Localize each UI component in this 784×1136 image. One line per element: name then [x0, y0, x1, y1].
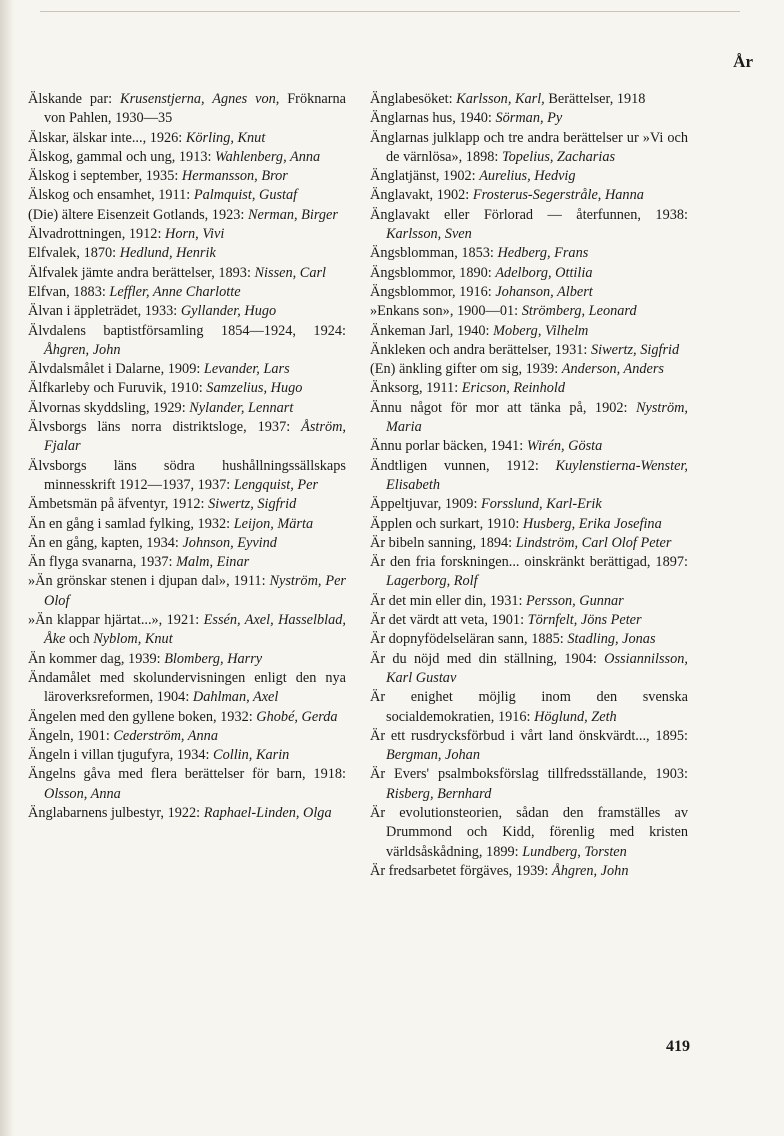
index-entry: [370, 862, 688, 881]
index-entry: [28, 360, 346, 379]
index-entry: [28, 727, 346, 746]
entry-title: Älvsborgs läns norra distriktsloge, 1937:: [28, 419, 302, 436]
entry-title: Älvan i äppleträdet, 1933:: [28, 303, 181, 320]
index-entry: [28, 515, 346, 534]
entry-author: Anderson, Anders: [561, 361, 664, 378]
entry-author: Åhgren, John: [44, 341, 121, 358]
entry-title: Änglabesöket:: [370, 91, 457, 107]
entry-author: Adelborg, Ottilia: [495, 264, 593, 281]
entry-title: Elfvan, 1883:: [28, 283, 110, 300]
entry-author: Lagerborg, Rolf: [386, 573, 478, 590]
entry-author: Cederström, Anna: [113, 727, 218, 744]
index-entry: [370, 283, 688, 302]
entry-author: Johnson, Eyvind: [182, 534, 277, 551]
entry-author: Åhgren, John: [551, 862, 629, 879]
index-entry: [370, 515, 688, 534]
entry-author: Nylander, Lennart: [189, 399, 294, 416]
entry-author: Sörman, Py: [495, 110, 563, 127]
index-entry: [370, 553, 688, 592]
entry-author: Malm, Einar: [176, 554, 250, 571]
entry-author: Horn, Vivi: [165, 226, 225, 243]
entry-author: Olsson, Anna: [44, 785, 121, 802]
index-entry: [370, 765, 688, 804]
entry-title: Älvornas skyddsling, 1929:: [28, 399, 190, 416]
index-entry: [28, 534, 346, 553]
index-entry: [370, 341, 688, 360]
entry-title: Änglatjänst, 1902:: [370, 168, 480, 185]
entry-title: Ändtligen vunnen, 1912:: [370, 457, 556, 474]
index-entry: [28, 765, 346, 804]
entry-title: Äpplen och surkart, 1910:: [370, 515, 523, 532]
entry-title: Änkleken och andra berättelser, 1931:: [370, 341, 591, 358]
entry-title: Är bibeln sanning, 1894:: [370, 534, 516, 551]
entry-author: Leffler, Anne Charlotte: [109, 283, 241, 300]
entry-author: Topelius, Zacharias: [501, 148, 616, 165]
entry-author: Nyblom, Knut: [93, 631, 173, 648]
entry-author: Frosterus-Segerstråle, Hanna: [472, 187, 644, 204]
index-entry: [28, 129, 346, 148]
entry-title: Än kommer dag, 1939:: [28, 650, 165, 667]
entry-author: Moberg, Vilhelm: [493, 322, 589, 339]
entry-author: Lengquist, Per: [233, 476, 319, 493]
index-entry: [370, 457, 688, 496]
entry-title: Älvadrottningen, 1912:: [28, 226, 165, 243]
entry-title: Än en gång, kapten, 1934:: [28, 534, 183, 551]
entry-title: Älvsborgs läns södra hushållningssällskaps minnesskrift 1912—1937, 1937:: [28, 457, 346, 493]
index-entry: [370, 592, 688, 611]
entry-author: Nyström, Per Olof: [44, 573, 346, 609]
index-entry: [370, 244, 688, 263]
index-entry: [370, 804, 688, 862]
entry-title: Älfkarleby och Furuvik, 1910:: [28, 380, 207, 397]
right-column: [370, 90, 688, 881]
entry-title: Älvdalsmålet i Dalarne, 1909:: [28, 361, 204, 378]
index-entry: [28, 148, 346, 167]
index-entry: [370, 534, 688, 553]
entry-title: Äppeltjuvar, 1909:: [370, 496, 482, 513]
entry-author: Essén, Axel, Hasselblad, Åke: [44, 612, 346, 648]
entry-title: Ängsblomman, 1853:: [370, 245, 498, 262]
entry-title: Älskar, älskar inte..., 1926:: [28, 129, 186, 146]
entry-author: Siwertz, Sigfrid: [590, 341, 680, 358]
entry-title: Är du nöjd med din ställning, 1904:: [370, 650, 605, 667]
entry-title: Ännu något för mor att tänka på, 1902:: [370, 399, 636, 416]
entry-title: Berättelser, 1918: [544, 91, 646, 107]
index-entry: [370, 611, 688, 630]
entry-title: Ängsblommor, 1916:: [370, 283, 496, 300]
entry-title: Älskog, gammal och ung, 1913:: [28, 148, 216, 165]
entry-title: Änglarnas hus, 1940:: [370, 110, 496, 127]
entry-title: Är det värdt att veta, 1901:: [370, 612, 528, 629]
entry-author: Dahlman, Axel: [192, 689, 279, 706]
entry-title: Ängeln, 1901:: [28, 727, 114, 744]
entry-author: Hermansson, Bror: [181, 168, 288, 185]
index-entry: [370, 322, 688, 341]
entry-title: Ängsblommor, 1890:: [370, 264, 496, 281]
index-entry: [370, 302, 688, 321]
entry-title: Älskog i september, 1935:: [28, 168, 182, 185]
left-column: [28, 90, 346, 823]
entry-author: Törnfelt, Jöns Peter: [527, 612, 642, 629]
index-entry: [28, 225, 346, 244]
entry-title: Ämbetsmän på äfventyr, 1912:: [28, 496, 209, 513]
entry-title: Änkeman Jarl, 1940:: [370, 322, 494, 339]
index-entry: [28, 283, 346, 302]
index-entry: [370, 109, 688, 128]
entry-author: Gyllander, Hugo: [180, 303, 277, 320]
entry-author: Nissen, Carl: [254, 264, 326, 281]
index-entry: [28, 206, 346, 225]
page-number: 419: [666, 1038, 690, 1055]
index-entry: [28, 746, 346, 765]
entry-author: Forsslund, Karl-Erik: [481, 496, 602, 513]
entry-author: Leijon, Märta: [233, 515, 314, 532]
index-entry: [370, 167, 688, 186]
entry-title: »Enkans son», 1900—01:: [370, 303, 522, 320]
index-entry: [28, 186, 346, 205]
entry-author: Ghobé, Gerda: [256, 708, 338, 725]
entry-title: Är enighet möjlig inom den svenska socialdemokratien, 1916:: [370, 689, 688, 725]
entry-author: Karlsson, Karl,: [456, 91, 545, 107]
entry-author: Raphael-Linden, Olga: [203, 804, 332, 821]
entry-title: Är fredsarbetet förgäves, 1939:: [370, 862, 552, 879]
entry-title: Är dopnyfödelseläran sann, 1885:: [370, 631, 568, 648]
index-entry: [370, 495, 688, 514]
entry-title: Ängelen med den gyllene boken, 1932:: [28, 708, 257, 725]
entry-author: Johanson, Albert: [495, 283, 593, 300]
index-entry: [370, 264, 688, 283]
index-entry: [28, 399, 346, 418]
entry-author: Husberg, Erika Josefina: [522, 515, 662, 532]
entry-title: Änglavakt eller Förlorad — återfunnen, 1938:: [370, 206, 688, 223]
entry-author: Körling, Knut: [185, 129, 266, 146]
entry-author: Siwertz, Sigfrid: [208, 496, 297, 513]
entry-author: Aurelius, Hedvig: [479, 168, 576, 185]
index-entry: [28, 302, 346, 321]
index-entry: [28, 611, 346, 650]
index-entry: [370, 688, 688, 727]
entry-author: Nerman, Birger: [247, 206, 338, 223]
entry-title: Än flyga svanarna, 1937:: [28, 554, 177, 571]
index-entry: [28, 553, 346, 572]
scan-edge-shadow: [0, 0, 14, 1136]
entry-title: och: [65, 631, 94, 648]
entry-title: Ändamålet med skolundervisningen enligt den nya läroverksreformen, 1904:: [28, 669, 346, 706]
index-entry: [28, 379, 346, 398]
entry-title: (En) änkling gifter om sig, 1939:: [370, 361, 562, 378]
entry-title: Elfvalek, 1870:: [28, 245, 120, 262]
entry-author: Åström, Fjalar: [44, 419, 346, 455]
top-rule: [40, 11, 740, 12]
entry-author: Hedlund, Henrik: [119, 245, 216, 262]
index-entry: [28, 167, 346, 186]
running-header: År: [733, 52, 753, 71]
index-entry: [28, 244, 346, 263]
index-entry: [28, 90, 346, 129]
entry-author: Kuylenstierna-Wenster, Elisabeth: [386, 457, 688, 493]
entry-author: Collin, Karin: [213, 747, 290, 764]
entry-author: Wirén, Gösta: [526, 438, 603, 455]
entry-title: Älvdalens baptistförsamling 1854—1924, 1924:: [28, 322, 346, 339]
entry-title: Är den fria forskningen... oinskränkt berättigad, 1897:: [370, 554, 688, 571]
entry-title: Är Evers' psalmboksförslag tillfredsställande, 1903:: [370, 766, 688, 783]
index-entry: [28, 669, 346, 708]
index-entry: [28, 804, 346, 823]
entry-author: Lindström, Carl Olof Peter: [515, 534, 672, 551]
entry-author: Persson, Gunnar: [526, 592, 624, 609]
index-entry: [370, 437, 688, 456]
entry-author: Ossiannilsson, Karl Gustav: [386, 650, 688, 686]
entry-title: Älskog och ensamhet, 1911:: [28, 187, 194, 204]
index-entry: [28, 418, 346, 457]
entry-title: Ängeln i villan tjugufyra, 1934:: [28, 747, 214, 764]
entry-author: Krusenstjerna, Agnes von,: [120, 91, 280, 107]
entry-author: Hedberg, Frans: [497, 245, 589, 262]
entry-title: Är ett rusdrycksförbud i vårt land önskvärdt..., 1895:: [370, 727, 688, 744]
entry-title: Änglabarnens julbestyr, 1922:: [28, 804, 204, 821]
index-entry: [28, 708, 346, 727]
entry-title: »Än klappar hjärtat...», 1921:: [28, 612, 204, 629]
entry-author: Lundberg, Torsten: [522, 843, 627, 860]
index-entry: [370, 129, 688, 168]
index-entry: [28, 264, 346, 283]
entry-author: Höglund, Zeth: [534, 708, 617, 725]
entry-title: Än en gång i samlad fylking, 1932:: [28, 515, 234, 532]
index-entry: [370, 379, 688, 398]
entry-title: Änglavakt, 1902:: [370, 187, 473, 204]
index-entry: [370, 727, 688, 766]
entry-author: Bergman, Johan: [386, 747, 480, 764]
index-entry: [370, 650, 688, 689]
entry-author: Stadling, Jonas: [567, 631, 656, 648]
entry-title: Änglarnas julklapp och tre andra berättelser ur »Vi och de värnlösa», 1898:: [370, 129, 688, 165]
index-entry: [28, 495, 346, 514]
entry-title: »Än grönskar stenen i djupan dal», 1911:: [28, 573, 270, 590]
index-entry: [370, 360, 688, 379]
entry-author: Risberg, Bernhard: [386, 785, 492, 802]
entry-title: Ängelns gåva med flera berättelser för barn, 1918:: [28, 766, 346, 783]
index-entry: [28, 322, 346, 361]
entry-title: Är evolutionsteorien, sådan den framställes av Drummond och Kidd, förenlig med kristen världsåskådning, 1899:: [370, 804, 688, 860]
entry-title: Änksorg, 1911:: [370, 380, 462, 397]
entry-author: Blomberg, Harry: [164, 650, 263, 667]
index-entry: [28, 457, 346, 496]
entry-title: Älskande par:: [28, 91, 121, 107]
entry-title: Fröknarna von Pahlen, 1930—35: [44, 91, 346, 127]
index-entry: [370, 206, 688, 245]
index-entry: [28, 572, 346, 611]
entry-author: Nyström, Maria: [386, 399, 688, 436]
index-entry: [28, 650, 346, 669]
entry-author: Karlsson, Sven: [386, 226, 472, 243]
index-entry: [370, 399, 688, 438]
entry-author: Levander, Lars: [203, 361, 290, 378]
entry-author: Samzelius, Hugo: [206, 380, 303, 397]
entry-title: (Die) ältere Eisenzeit Gotlands, 1923:: [28, 206, 248, 223]
index-entry: [370, 90, 688, 109]
index-entry: [370, 186, 688, 205]
index-entry: [370, 630, 688, 649]
entry-title: Älfvalek jämte andra berättelser, 1893:: [28, 264, 255, 281]
entry-author: Wahlenberg, Anna: [215, 148, 321, 165]
entry-author: Ericson, Reinhold: [461, 380, 565, 397]
entry-title: Är det min eller din, 1931:: [370, 592, 527, 609]
entry-title: Ännu porlar bäcken, 1941:: [370, 438, 527, 455]
entry-author: Strömberg, Leonard: [521, 303, 637, 320]
entry-author: Palmquist, Gustaf: [193, 187, 298, 204]
